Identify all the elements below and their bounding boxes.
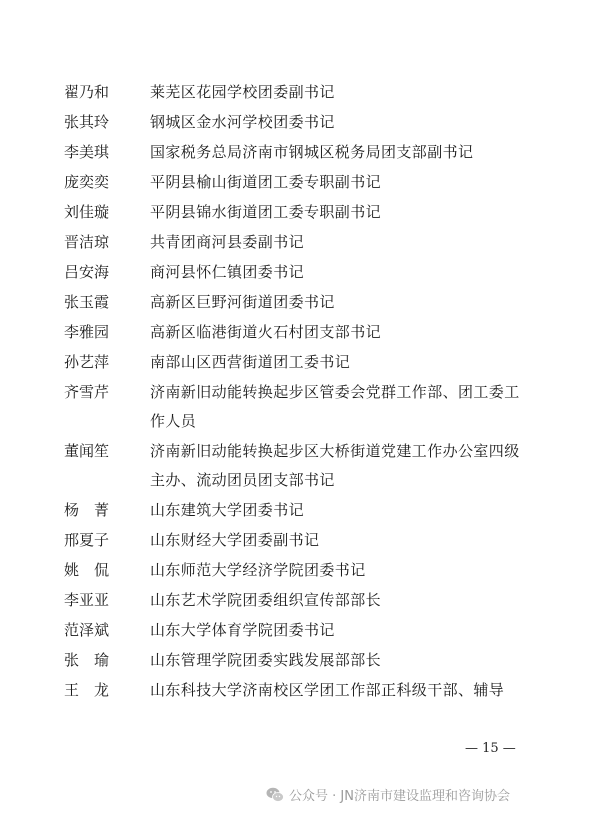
- list-item: [64, 526, 534, 555]
- person-name: 杨 菁: [64, 501, 110, 519]
- person-title: 钢城区金水河学校团委书记: [150, 113, 335, 131]
- person-title: 商河县怀仁镇团委书记: [150, 263, 305, 281]
- person-title: 山东建筑大学团委书记: [150, 501, 305, 519]
- person-title: 济南新旧动能转换起步区管委会党群工作部、团工委工作人员: [150, 383, 520, 430]
- list-item: [64, 556, 534, 585]
- list-item: [64, 616, 534, 645]
- person-title: 山东大学体育学院团委书记: [150, 621, 335, 639]
- person-title: 高新区巨野河街道团委书记: [150, 293, 335, 311]
- list-item: [64, 676, 534, 705]
- list-item: [64, 378, 534, 436]
- person-name: 晋洁琼: [64, 233, 110, 251]
- watermark-text: 公众号 · JN济南市建设监理和咨询协会: [289, 789, 510, 804]
- list-item: [64, 318, 534, 347]
- list-item: [64, 108, 534, 137]
- person-title: 济南新旧动能转换起步区大桥街道党建工作办公室四级主办、流动团员团支部书记: [150, 442, 520, 489]
- personnel-list: [64, 78, 534, 706]
- person-title: 共青团商河县委副书记: [150, 233, 305, 251]
- page-number: — 15 —: [465, 741, 516, 756]
- person-title: 山东科技大学济南校区学团工作部正科级干部、辅导: [150, 681, 505, 699]
- wechat-icon: [266, 787, 284, 803]
- person-title: 山东财经大学团委副书记: [150, 531, 320, 549]
- list-item: [64, 348, 534, 377]
- list-item: [64, 168, 534, 197]
- list-item: [64, 288, 534, 317]
- person-name: 齐雪芹: [64, 383, 110, 401]
- person-title: 平阴县榆山街道团工委专职副书记: [150, 173, 382, 191]
- person-name: 李美琪: [64, 143, 110, 161]
- person-name: 庞奕奕: [64, 173, 110, 191]
- list-item: [64, 437, 534, 495]
- person-name: 邢夏子: [64, 531, 110, 549]
- person-name: 刘佳璇: [64, 203, 110, 221]
- person-title: 山东艺术学院团委组织宣传部部长: [150, 591, 382, 609]
- person-title: 南部山区西营街道团工委书记: [150, 353, 351, 371]
- person-name: 翟乃和: [64, 83, 110, 101]
- list-item: [64, 198, 534, 227]
- person-title: 莱芜区花园学校团委副书记: [150, 83, 335, 101]
- list-item: [64, 228, 534, 257]
- list-item: [64, 646, 534, 675]
- list-item: [64, 496, 534, 525]
- list-item: [64, 258, 534, 287]
- person-name: 姚 侃: [64, 561, 110, 579]
- person-title: 国家税务总局济南市钢城区税务局团支部副书记: [150, 143, 474, 161]
- person-title: 平阴县锦水街道团工委专职副书记: [150, 203, 382, 221]
- person-name: 范泽斌: [64, 621, 110, 639]
- person-name: 董闻笙: [64, 442, 110, 460]
- person-title: 山东管理学院团委实践发展部部长: [150, 651, 382, 669]
- person-name: 吕安海: [64, 263, 110, 281]
- person-name: 李雅园: [64, 323, 110, 341]
- person-title: 高新区临港街道火石村团支部书记: [150, 323, 382, 341]
- person-name: 王 龙: [64, 681, 110, 699]
- watermark: [266, 785, 510, 804]
- person-name: 张 瑜: [64, 651, 110, 669]
- list-item: [64, 78, 534, 107]
- person-name: 李亚亚: [64, 591, 110, 609]
- person-title: 山东师范大学经济学院团委书记: [150, 561, 366, 579]
- list-item: [64, 586, 534, 615]
- person-name: 张玉霞: [64, 293, 110, 311]
- person-name: 孙艺萍: [64, 353, 110, 371]
- person-name: 张其玲: [64, 113, 110, 131]
- list-item: [64, 138, 534, 167]
